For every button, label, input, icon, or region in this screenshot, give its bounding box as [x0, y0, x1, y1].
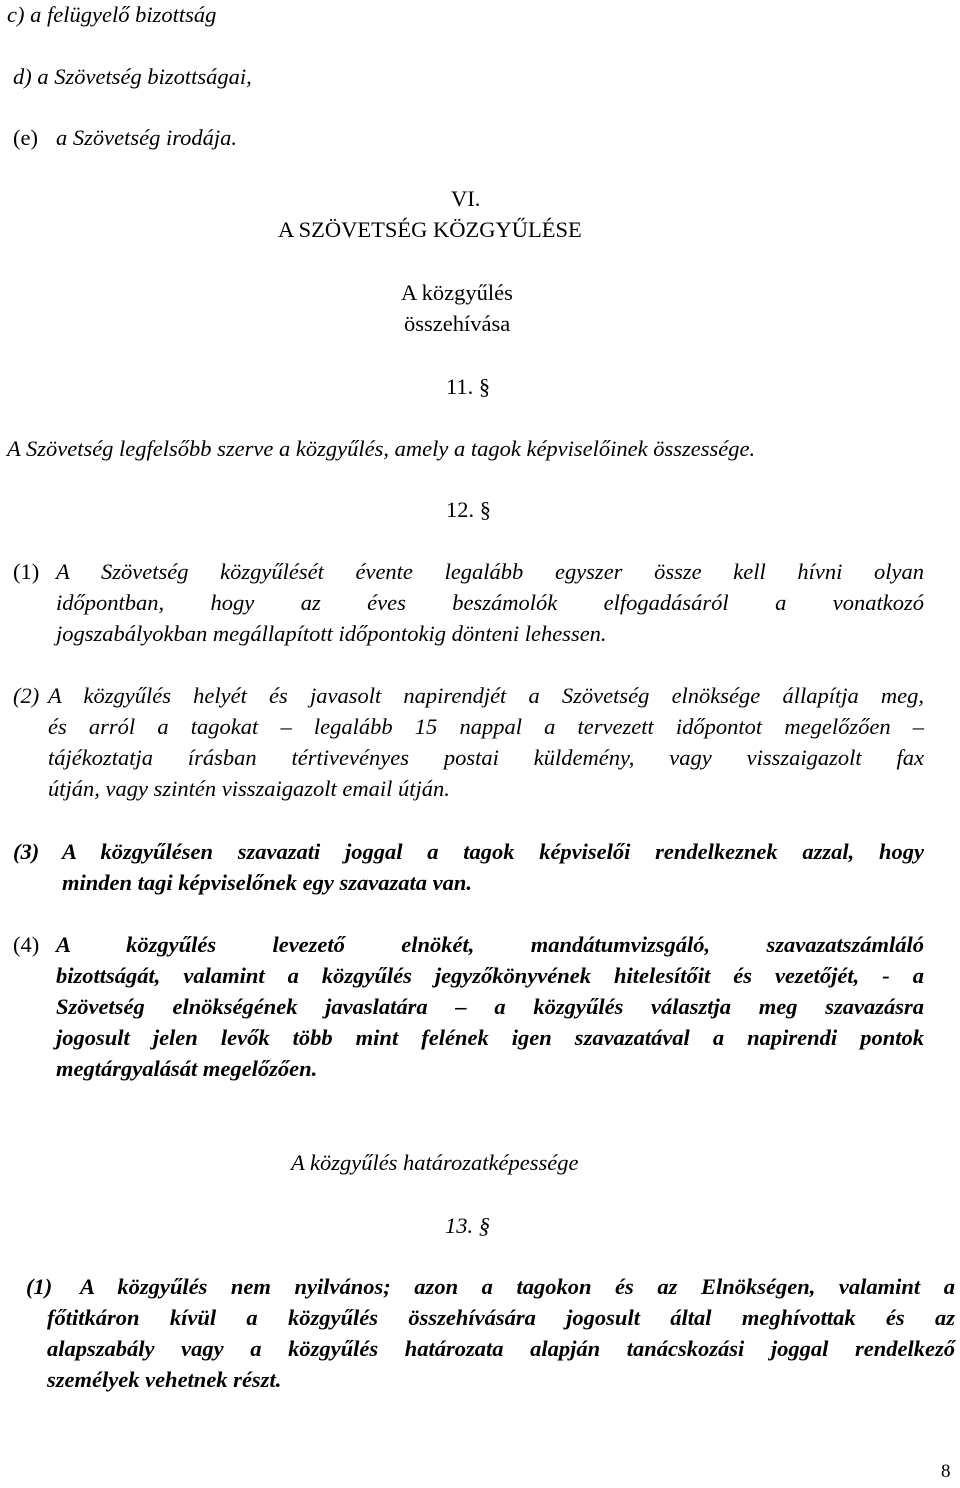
list-item-e-marker: (e)	[13, 125, 38, 150]
subheading-quorum: A közgyűlés határozatképessége	[291, 1150, 579, 1175]
paragraph-line: A közgyűlés helyét és javasolt napirendjét a Szövetség elnöksége állapítja meg,	[48, 683, 924, 708]
section-13-number: 13.	[445, 1213, 474, 1238]
section-11-heading	[446, 376, 490, 399]
list-item-e: a Szövetség irodája.	[56, 125, 238, 150]
list-item-d: d) a Szövetség bizottságai,	[13, 64, 252, 89]
section-sign-icon: §	[478, 1213, 490, 1238]
paragraph-line: minden tagi képviselőnek egy szavazata van.	[62, 870, 472, 895]
paragraph-line: időpontban, hogy az éves beszámolók elfogadásáról a vonatkozó	[56, 590, 924, 615]
paragraph-line: személyek vehetnek részt.	[47, 1367, 282, 1392]
section-12-number: 12.	[446, 497, 475, 522]
section-13-heading	[445, 1215, 490, 1238]
paragraph-line: A közgyűlés levezető elnökét, mandátumvizsgáló, szavazatszámláló	[56, 932, 924, 957]
section-12-heading	[446, 499, 491, 522]
paragraph-line: jogosult jelen levők több mint felének igen szavazatával a napirendi pontok	[56, 1025, 924, 1050]
paragraph-marker: (1)	[13, 559, 40, 584]
paragraph-line: A Szövetség közgyűlését évente legalább egyszer össze kell hívni olyan	[56, 559, 924, 584]
paragraph-line: tájékoztatja írásban tértivevényes postai küldemény, vagy visszaigazolt fax	[48, 745, 924, 770]
paragraph-line: bizottságát, valamint a közgyűlés jegyzőkönyvének hitelesítőit és vezetőjét, - a	[56, 963, 924, 988]
paragraph-marker: (1)	[26, 1274, 53, 1299]
page-number: 8	[941, 1461, 951, 1482]
section-sign-icon: §	[479, 497, 491, 522]
chapter-title: A SZÖVETSÉG KÖZGYŰLÉSE	[278, 217, 582, 242]
paragraph-marker: (4)	[13, 932, 40, 957]
section-11-text: A Szövetség legfelsőbb szerve a közgyűlés, amely a tagok képviselőinek összessége.	[7, 436, 756, 461]
paragraph-line: A közgyűlésen szavazati joggal a tagok képviselői rendelkeznek azzal, hogy	[62, 839, 924, 864]
paragraph-line: jogszabályokban megállapított időpontokig dönteni lehessen.	[56, 621, 607, 646]
paragraph-line: megtárgyalását megelőzően.	[56, 1056, 318, 1081]
paragraph-line: Szövetség elnökségének javaslatára – a közgyűlés választja meg szavazásra	[56, 994, 924, 1019]
section-11-number: 11.	[446, 374, 474, 399]
section-sign-icon: §	[478, 374, 491, 399]
subheading-line-2: összehívása	[404, 311, 511, 336]
paragraph-line: útján, vagy szintén visszaigazolt email útján.	[48, 776, 450, 801]
paragraph-line: főtitkáron kívül a közgyűlés összehívására jogosult által meghívottak és az	[47, 1305, 955, 1330]
paragraph-line: A közgyűlés nem nyilvános; azon a tagokon és az Elnökségen, valamint a	[80, 1274, 955, 1299]
paragraph-marker: (3)	[13, 839, 40, 864]
paragraph-marker: (2)	[13, 683, 40, 708]
subheading-line-1: A közgyűlés	[401, 280, 513, 305]
paragraph-line: és arról a tagokat – legalább 15 nappal a tervezett időpontot megelőzően –	[48, 714, 924, 739]
list-item-c: c) a felügyelő bizottság	[7, 2, 217, 27]
paragraph-line: alapszabály vagy a közgyűlés határozata alapján tanácskozási joggal rendelkező	[47, 1336, 955, 1361]
chapter-number: VI.	[451, 186, 481, 211]
